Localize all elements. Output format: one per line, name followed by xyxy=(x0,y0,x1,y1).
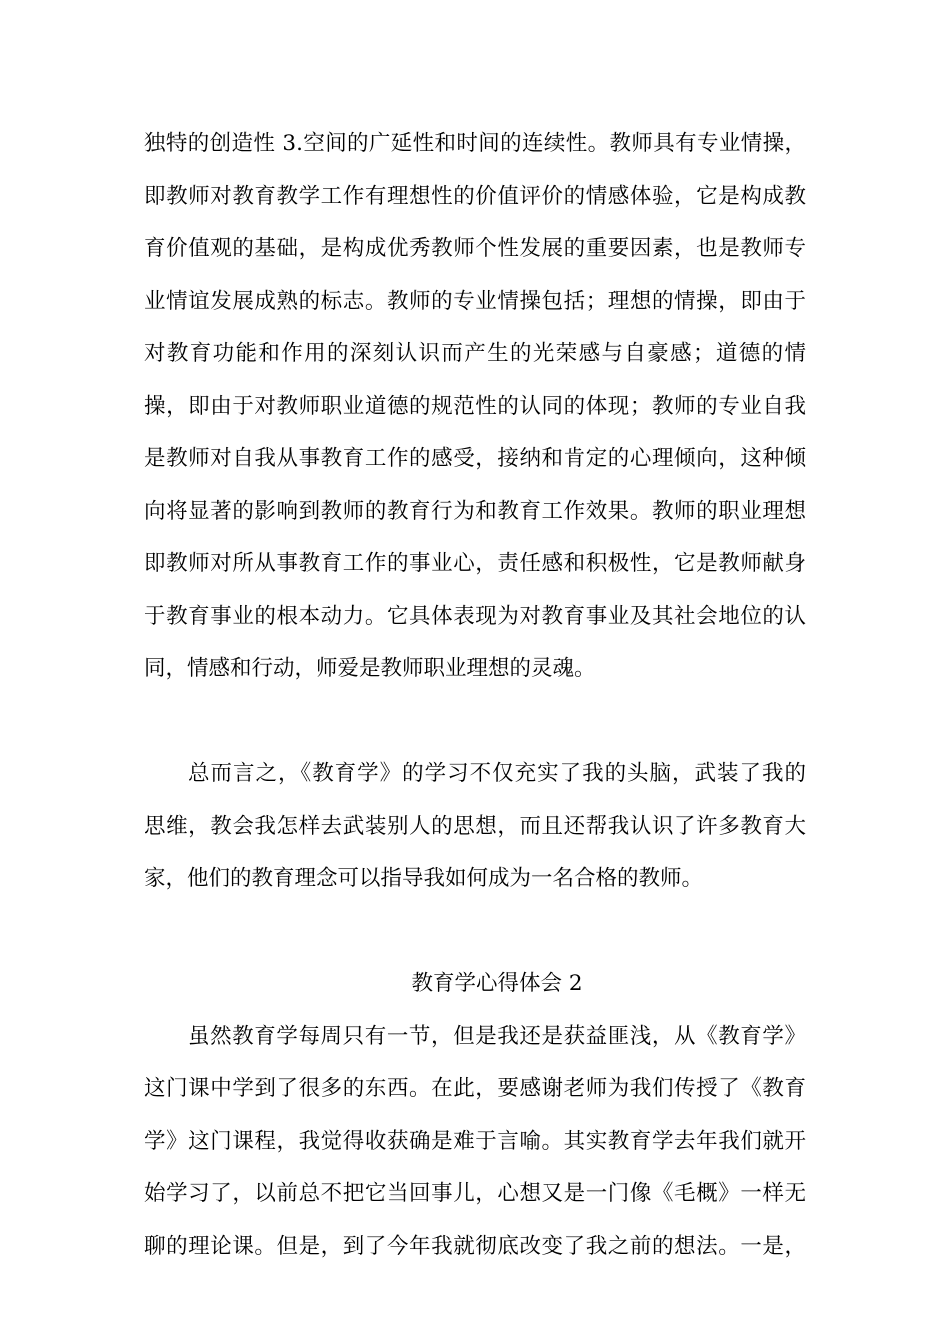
text-line: 这门课中学到了很多的东西。在此，要感谢老师为我们传授了《教育 xyxy=(144,1076,806,1101)
text-line: 聊的理论课。但是，到了今年我就彻底改变了我之前的想法。一是， xyxy=(144,1233,806,1259)
paragraph-1 xyxy=(144,118,806,696)
text-line: 总而言之，《教育学》的学习不仅充实了我的头脑，武装了我的 xyxy=(188,761,806,786)
text-line: 虽然教育学每周只有一节，但是我还是获益匪浅，从《教育学》 xyxy=(188,1023,806,1049)
paragraph-2 xyxy=(144,748,806,906)
text-line: 思维，教会我怎样去武装别人的思想，而且还帮我认识了许多教育大 xyxy=(144,813,806,839)
text-line: 业情谊发展成熟的标志。教师的专业情操包括；理想的情操，即由于 xyxy=(144,288,806,314)
text-line: 育价值观的基础，是构成优秀教师个性发展的重要因素，也是教师专 xyxy=(144,236,806,261)
section-title: 教育学心得体会 2 xyxy=(411,971,583,996)
paragraph-spacer xyxy=(144,696,806,749)
text-line: 家，他们的教育理念可以指导我如何成为一名合格的教师。 xyxy=(144,866,704,891)
text-line: 于教育事业的根本动力。它具体表现为对教育事业及其社会地位的认 xyxy=(144,603,806,629)
document-page xyxy=(144,118,806,1273)
text-line: 始学习了，以前总不把它当回事儿，心想又是一门像《毛概》一样无 xyxy=(144,1181,806,1206)
text-line: 即教师对教育教学工作有理想性的价值评价的情感体验，它是构成教 xyxy=(144,183,806,209)
text-line: 学》这门课程，我觉得收获确是难于言喻。其实教育学去年我们就开 xyxy=(144,1128,806,1154)
paragraph-3 xyxy=(144,1011,806,1274)
text-line: 即教师对所从事教育工作的事业心，责任感和积极性，它是教师献身 xyxy=(144,551,806,576)
text-line: 操，即由于对教师职业道德的规范性的认同的体现；教师的专业自我 xyxy=(144,393,806,419)
text-line: 同，情感和行动，师爱是教师职业理想的灵魂。 xyxy=(144,656,596,681)
text-line: 是教师对自我从事教育工作的感受，接纳和肯定的心理倾向，这种倾 xyxy=(144,446,806,471)
paragraph-spacer xyxy=(144,906,806,959)
text-line: 独特的创造性 3.空间的广延性和时间的连续性。教师具有专业情操， xyxy=(144,131,806,156)
text-line: 对教育功能和作用的深刻认识而产生的光荣感与自豪感；道德的情 xyxy=(144,341,806,366)
text-line: 向将显著的影响到教师的教育行为和教育工作效果。教师的职业理想 xyxy=(144,498,806,524)
